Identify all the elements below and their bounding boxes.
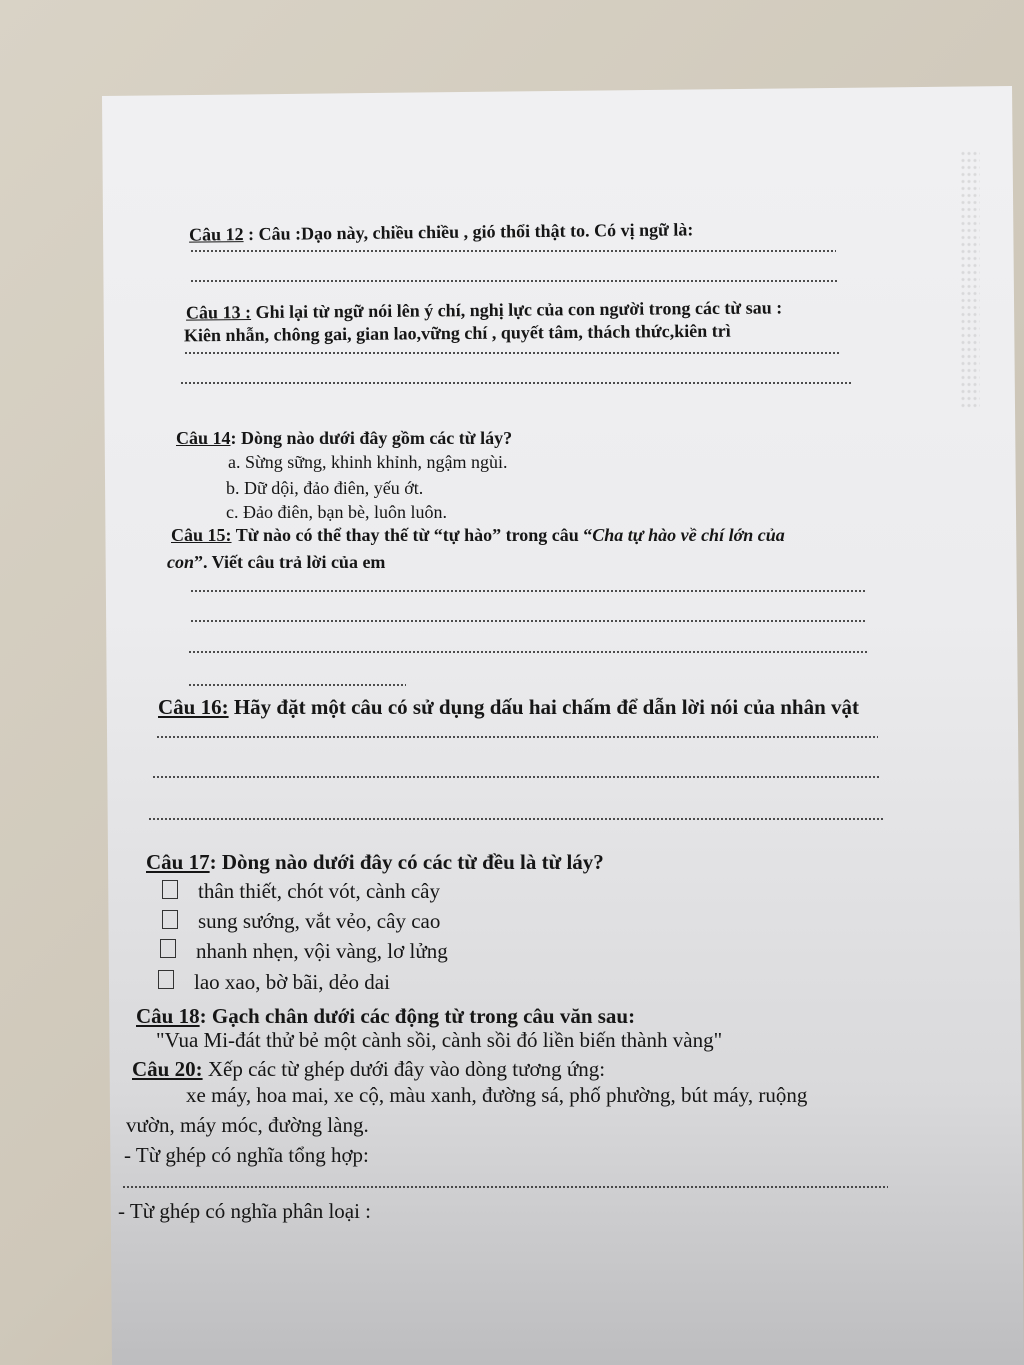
question-18-text: Gạch chân dưới các động từ trong câu văn sau: xyxy=(211,1004,636,1028)
question-13-label: Câu 13 : xyxy=(185,302,252,323)
answer-line[interactable] xyxy=(180,382,852,384)
question-18-sentence: "Vua Mi-đát thử bẻ một cành sồi, cành sồi đó liền biến thành vàng" xyxy=(156,1028,723,1052)
question-15-text-end: ”. Viết câu trả lời của em xyxy=(194,552,386,572)
question-20-category-2: - Từ ghép có nghĩa phân loại : xyxy=(118,1199,372,1223)
answer-line[interactable] xyxy=(148,818,884,820)
question-20-category-1: - Từ ghép có nghĩa tổng hợp: xyxy=(124,1143,369,1167)
question-14-option-c: c. Đảo điên, bạn bè, luôn luôn. xyxy=(226,502,447,522)
question-14-option-a: a. Sừng sững, khinh khỉnh, ngậm ngùi. xyxy=(228,452,508,472)
question-17-text: Dòng nào dưới đây có các từ đều là từ láy? xyxy=(221,850,604,874)
question-15-quote-2: con xyxy=(167,552,194,572)
answer-line[interactable] xyxy=(190,620,866,622)
question-13-text: Ghi lại từ ngữ nói lên ý chí, nghị lực của con người trong các từ sau : xyxy=(255,297,783,322)
question-15-label: Câu 15: xyxy=(171,525,232,545)
question-14-text: Dòng nào dưới đây gồm các từ láy? xyxy=(241,428,513,448)
question-20-label: Câu 20: xyxy=(132,1057,203,1081)
question-20-words-2: vườn, máy móc, đường làng. xyxy=(126,1113,369,1137)
answer-line[interactable] xyxy=(190,590,866,592)
question-20 xyxy=(132,1057,605,1082)
answer-line[interactable] xyxy=(190,280,838,282)
question-16-label: Câu 16: xyxy=(158,695,229,719)
answer-line[interactable] xyxy=(122,1186,888,1188)
question-17-option-1: thân thiết, chót vót, cành cây xyxy=(198,879,441,903)
question-14-option-b: b. Dữ dội, đảo điên, yếu ớt. xyxy=(226,478,424,498)
option-checkbox[interactable] xyxy=(160,939,176,958)
option-checkbox[interactable] xyxy=(162,910,178,929)
question-13-words: Kiên nhẫn, chông gai, gian lao,vững chí , quyết tâm, thách thức,kiên trì xyxy=(183,320,731,346)
question-18: Câu 18: Gạch chân dưới các động từ trong câu văn sau: xyxy=(136,1004,636,1028)
question-18-label: Câu 18 xyxy=(136,1004,200,1028)
option-checkbox[interactable] xyxy=(158,970,174,989)
scan-noise xyxy=(960,150,980,410)
answer-line[interactable] xyxy=(152,776,880,778)
question-17-option-3: nhanh nhẹn, vội vàng, lơ lửng xyxy=(196,939,448,963)
option-checkbox[interactable] xyxy=(162,880,178,899)
answer-line[interactable] xyxy=(190,250,836,252)
question-14: Câu 14: Dòng nào dưới đây gồm các từ láy? xyxy=(176,428,513,448)
question-20-words-1: xe máy, hoa mai, xe cộ, màu xanh, đường sá, phố phường, bút máy, ruộng xyxy=(186,1083,808,1107)
answer-line[interactable] xyxy=(184,352,840,354)
question-17-option-4: lao xao, bờ bãi, dẻo dai xyxy=(194,970,390,994)
question-17-option-2: sung sướng, vắt vẻo, cây cao xyxy=(198,909,441,933)
question-12: Câu 12 : Câu :Dạo này, chiều chiều , gió thổi thật to. Có vị ngữ là: xyxy=(188,219,694,245)
question-12-label: Câu 12 xyxy=(188,224,244,245)
question-15-text-start: Từ nào có thể thay thế từ “tự hào” trong câu “ xyxy=(235,525,593,545)
question-14-label: Câu 14 xyxy=(176,428,231,448)
question-15-quote-1: Cha tự hào về chí lớn của xyxy=(592,525,785,545)
answer-line[interactable] xyxy=(188,684,406,686)
question-12-text: Câu :Dạo này, chiều chiều , gió thổi thật to. Có vị ngữ là: xyxy=(258,219,694,244)
question-15 xyxy=(171,525,785,547)
answer-line[interactable] xyxy=(188,651,868,653)
question-15-line-2 xyxy=(167,552,385,574)
question-17-label: Câu 17 xyxy=(146,850,210,874)
question-16 xyxy=(158,695,859,720)
question-17: Câu 17: Dòng nào dưới đây có các từ đều là từ láy? xyxy=(146,850,604,874)
answer-line[interactable] xyxy=(156,736,878,738)
question-16-text: Hãy đặt một câu có sử dụng dấu hai chấm để dẫn lời nói của nhân vật xyxy=(233,695,860,719)
question-20-text: Xếp các từ ghép dưới đây vào dòng tương ứng: xyxy=(207,1057,606,1081)
